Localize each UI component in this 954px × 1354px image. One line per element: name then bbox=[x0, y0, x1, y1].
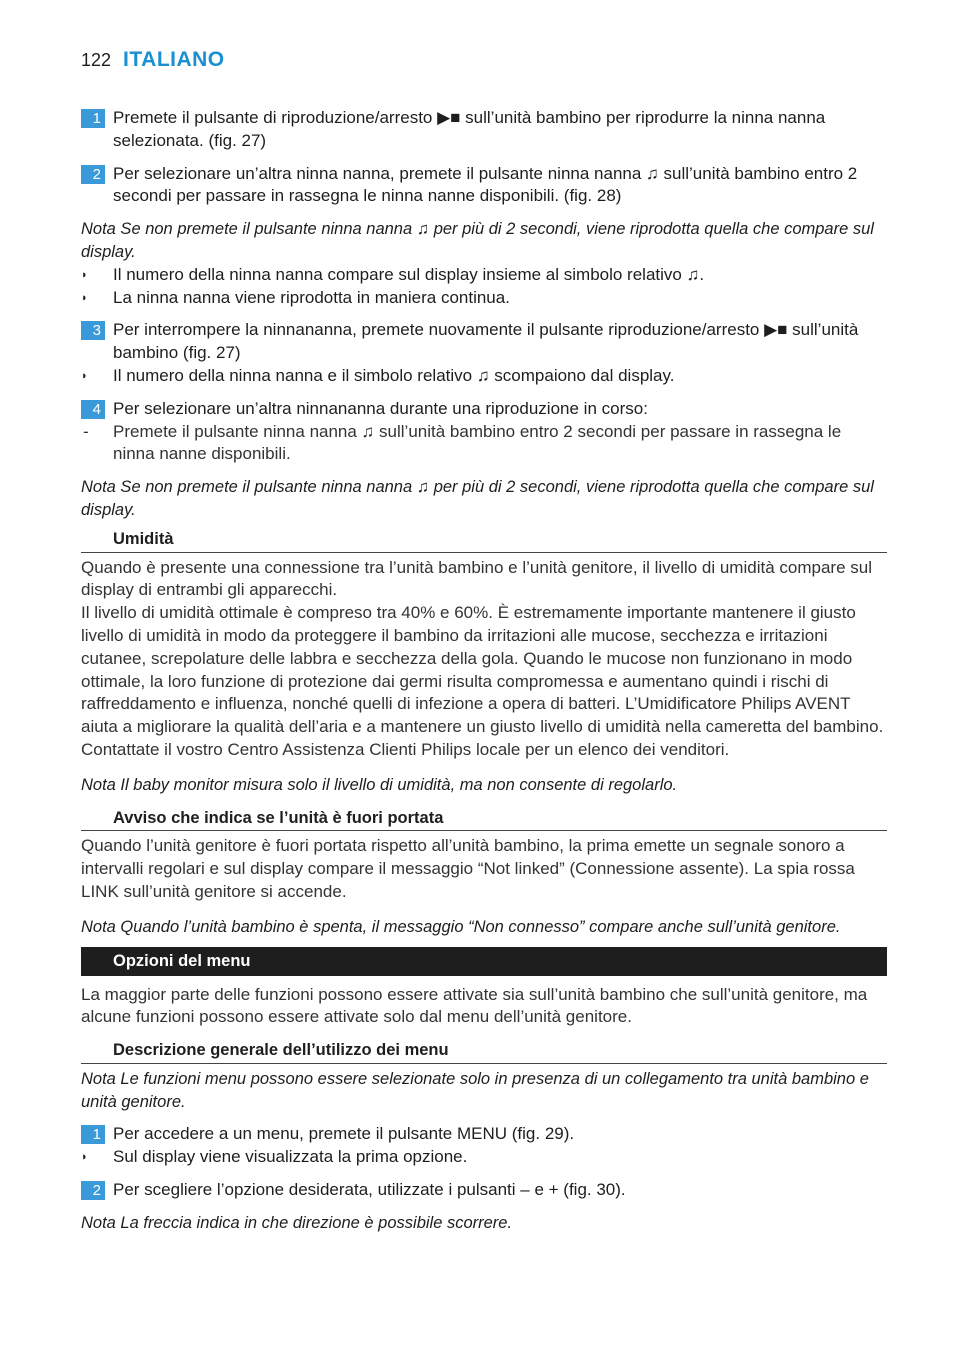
step-item bbox=[81, 1179, 887, 1202]
bullet-item bbox=[81, 287, 887, 310]
step-text: Per selezionare un’altra ninna nanna, premete il pulsante ninna nanna ♫ sull’unità bambino entro 2 secondi per passare in rassegna le ninna nanne disponibili. (fig. 28) bbox=[113, 163, 858, 206]
step-item bbox=[81, 319, 887, 365]
step-item bbox=[81, 163, 887, 209]
step-number-badge: 4 bbox=[81, 400, 105, 419]
section-heading-avviso: Avviso che indica se l’unità è fuori portata bbox=[81, 807, 887, 832]
dash-item bbox=[81, 421, 887, 467]
note-text: Nota Se non premete il pulsante ninna nanna ♫ per più di 2 secondi, viene riprodotta quella che compare sul display. bbox=[81, 478, 874, 519]
step-item bbox=[81, 107, 887, 153]
paragraph: La maggior parte delle funzioni possono essere attivate sia sull’unità bambino che sull’unità genitore, ma alcune funzioni possono essere attivate solo dal menu dell’unità genitore. bbox=[81, 984, 868, 1027]
paragraph: Quando l’unità genitore è fuori portata rispetto all’unità bambino, la prima emette un segnale sonoro a intervalli regolari e sul display compare il messaggio “Not linked” (Connessione assente). La spia rossa LINK sull’unità genitore si accende. bbox=[81, 836, 855, 901]
paragraph: Quando è presente una connessione tra l’unità bambino e l’unità genitore, il livello di umidità compare sul display di entrambi gli apparecchi. bbox=[81, 557, 872, 600]
section-bar-menu: Opzioni del menu bbox=[81, 947, 887, 976]
language-heading: ITALIANO bbox=[123, 48, 225, 71]
step-text: Per scegliere l’opzione desiderata, utilizzate i pulsanti – e + (fig. 30). bbox=[113, 1180, 626, 1200]
section-heading-umidita: Umidità bbox=[81, 528, 887, 553]
page-number: 122 bbox=[81, 50, 112, 70]
note-text: Nota Il baby monitor misura solo il livello di umidità, ma non consente di regolarlo. bbox=[81, 775, 678, 794]
note-text: Nota Se non premete il pulsante ninna nanna ♫ per più di 2 secondi, viene riprodotta quella che compare sul display. bbox=[81, 220, 874, 261]
step-text: Per selezionare un’altra ninnananna durante una riproduzione in corso: bbox=[113, 398, 648, 418]
note-text: Nota Le funzioni menu possono essere selezionate solo in presenza di un collegamento tra unità bambino e unità genitore. bbox=[81, 1069, 869, 1111]
bullet-item bbox=[81, 1146, 887, 1169]
bullet-text: Sul display viene visualizzata la prima opzione. bbox=[113, 1147, 468, 1167]
bullet-text: Il numero della ninna nanna compare sul display insieme al simbolo relativo ♫. bbox=[113, 264, 705, 284]
bullet-item bbox=[81, 365, 887, 388]
step-number-badge: 2 bbox=[81, 1181, 105, 1200]
bullet-icon: ◗ bbox=[81, 291, 88, 304]
bullet-text: La ninna nanna viene riprodotta in maniera continua. bbox=[113, 287, 510, 307]
step-number-badge: 1 bbox=[81, 1125, 105, 1144]
dash-text: Premete il pulsante ninna nanna ♫ sull’unità bambino entro 2 secondi per passare in rassegna le ninna nanne disponibili. bbox=[113, 421, 842, 464]
step-number-badge: 3 bbox=[81, 321, 105, 340]
note-text: Nota La freccia indica in che direzione è possibile scorrere. bbox=[81, 1213, 513, 1232]
dash-mark: - bbox=[83, 421, 89, 441]
note-text: Nota Quando l’unità bambino è spenta, il messaggio “Non connesso” compare anche sull’unità genitore. bbox=[81, 917, 841, 936]
page-header bbox=[81, 48, 225, 74]
bullet-icon: ◗ bbox=[81, 1151, 88, 1164]
step-text: Premete il pulsante di riproduzione/arresto ▶■ sull’unità bambino per riprodurre la ninna nanna selezionata. (fig. 27) bbox=[113, 108, 826, 150]
step-number-badge: 1 bbox=[81, 109, 105, 128]
page-content bbox=[81, 107, 887, 1235]
section-heading-descrizione: Descrizione generale dell’utilizzo dei menu bbox=[81, 1039, 887, 1064]
step-item bbox=[81, 398, 887, 421]
step-number-badge: 2 bbox=[81, 165, 105, 184]
paragraph: Il livello di umidità ottimale è compreso tra 40% e 60%. È estremamente importante mantenere il giusto livello di umidità in modo da proteggere il bambino da irritazioni alle mucose, secchezza e irritazioni cutanee, screpolature delle labbra e secchezza della gola. Quando le mucose non funzionano in modo ottimale, la loro funzione di protezione dai germi risulta compromessa e aumentano quindi i rischi di raffreddamento e influenza, nonché quelli di infezione a opera di batteri. L’Umidificatore Philips AVENT aiuta a migliorare la qualità dell’aria e a mantenere un giusto livello di umidità nella cameretta del bambino. Contattate il vostro Centro Assistenza Clienti Philips locale per un elenco dei venditori. bbox=[81, 603, 884, 759]
bullet-item bbox=[81, 264, 887, 287]
step-text: Per interrompere la ninnananna, premete nuovamente il pulsante riproduzione/arresto ▶■ sull’unità bambino (fig. 27) bbox=[113, 320, 859, 363]
step-text: Per accedere a un menu, premete il pulsante MENU (fig. 29). bbox=[113, 1124, 575, 1144]
step-item bbox=[81, 1123, 887, 1146]
bullet-text: Il numero della ninna nanna e il simbolo relativo ♫ scompaiono dal display. bbox=[113, 365, 675, 385]
bullet-icon: ◗ bbox=[81, 268, 88, 281]
bullet-icon: ◗ bbox=[81, 369, 88, 382]
